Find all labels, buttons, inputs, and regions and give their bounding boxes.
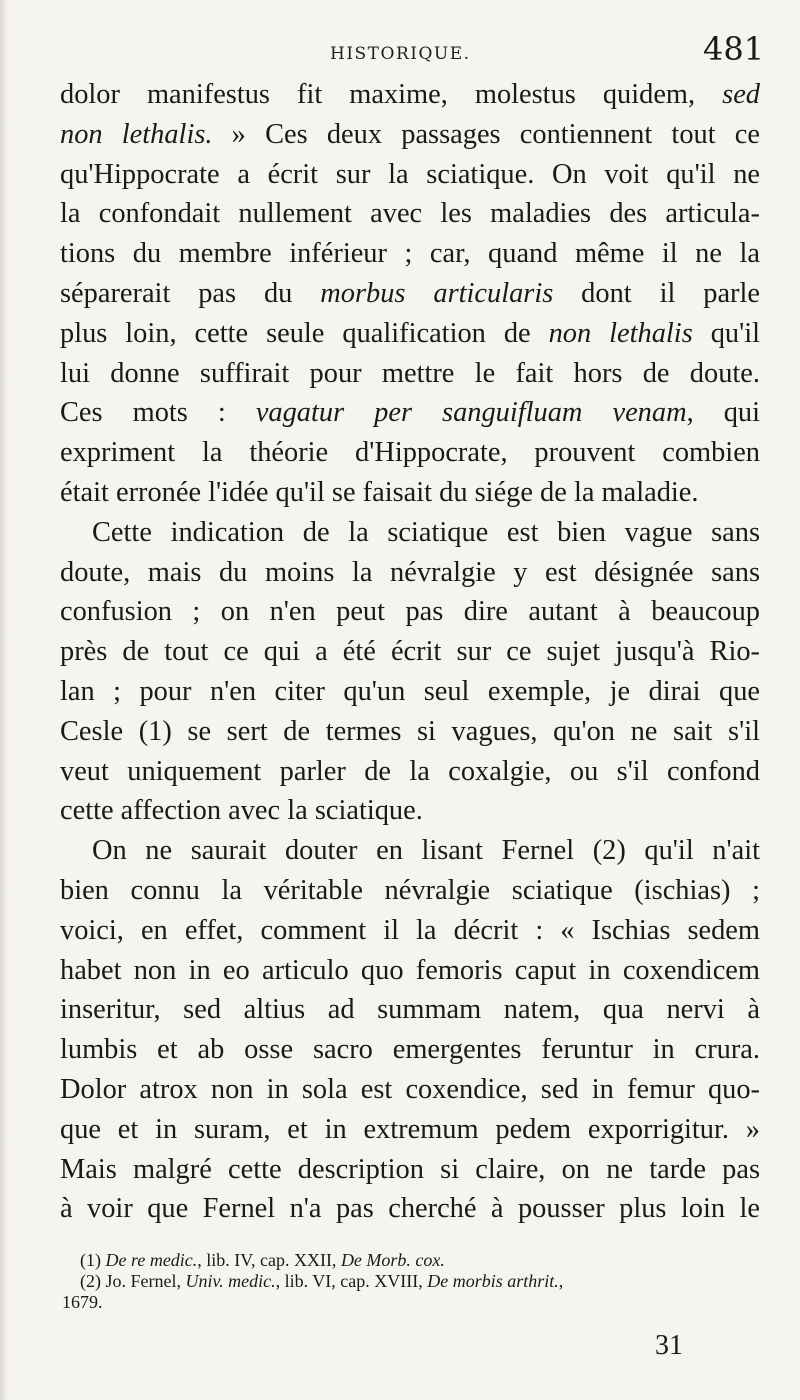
text-line: lumbis et ab osse sacro emergentes feruntur in crura.: [60, 1034, 760, 1066]
text-line: près de tout ce qui a été écrit sur ce sujet jusqu'à Rio-: [60, 636, 760, 668]
text-line: veut uniquement parler de la coxalgie, ou s'il confond: [60, 755, 760, 787]
text-line: bien connu la véritable névralgie sciatique (ischias) ;: [60, 874, 760, 906]
text-line: doute, mais du moins la névralgie y est désignée sans: [60, 556, 760, 588]
text-line: Cette indication de la sciatique est bien vague sans: [92, 516, 760, 548]
signature-mark: 31: [655, 1330, 683, 1361]
text-line: cette affection avec la sciatique.: [60, 795, 423, 827]
footnote-line: (2) Jo. Fernel, Univ. medic., lib. VI, cap. XVIII, De morbis arthrit.,: [80, 1271, 564, 1291]
text-line: qu'Hippocrate a écrit sur la sciatique. On voit qu'il ne: [60, 158, 760, 190]
text-line: lui donne suffirait pour mettre le fait hors de doute.: [60, 357, 760, 389]
footnote-line: 1679.: [62, 1292, 103, 1312]
text-line: On ne saurait douter en lisant Fernel (2) qu'il n'ait: [92, 835, 760, 867]
text-line: voici, en effet, comment il la décrit : « Ischias sedem: [60, 914, 760, 946]
page-number: 481: [703, 30, 765, 68]
text-line: expriment la théorie d'Hippocrate, prouvent combien: [60, 437, 760, 469]
text-line: était erronée l'idée qu'il se faisait du siége de la maladie.: [60, 476, 699, 508]
text-line: lan ; pour n'en citer qu'un seul exemple, je dirai que: [60, 675, 760, 707]
text-line: confusion ; on n'en peut pas dire autant à beaucoup: [60, 596, 760, 628]
text-line: Mais malgré cette description si claire, on ne tarde pas: [60, 1153, 760, 1185]
page-edge-shadow: [0, 0, 8, 1400]
body-text: [60, 75, 760, 1229]
text-line: non lethalis. » Ces deux passages contiennent tout ce: [60, 118, 760, 150]
running-title: HISTORIQUE.: [330, 44, 471, 64]
text-line: plus loin, cette seule qualification de non lethalis qu'il: [60, 317, 760, 349]
text-line: inseritur, sed altius ad summam natem, qua nervi à: [60, 994, 760, 1026]
text-line: habet non in eo articulo quo femoris caput in coxendicem: [60, 954, 760, 986]
text-line: Dolor atrox non in sola est coxendice, sed in femur quo-: [60, 1073, 760, 1105]
text-line: dolor manifestus fit maxime, molestus quidem, sed: [60, 79, 760, 110]
text-line: à voir que Fernel n'a pas cherché à pousser plus loin le: [60, 1193, 760, 1225]
text-line: que et in suram, et in extremum pedem exporrigitur. »: [60, 1113, 760, 1145]
text-line: tions du membre inférieur ; car, quand même il ne la: [60, 238, 760, 270]
text-line: la confondait nullement avec les maladies des articula-: [60, 198, 760, 230]
text-line: Ces mots : vagatur per sanguifluam venam, qui: [60, 397, 760, 429]
footnotes: [62, 1250, 762, 1313]
footnote-line: (1) De re medic., lib. IV, cap. XXII, De Morb. cox.: [80, 1250, 445, 1270]
text-line: séparerait pas du morbus articularis dont il parle: [60, 277, 760, 309]
text-line: Cesle (1) se sert de termes si vagues, qu'on ne sait s'il: [60, 715, 760, 747]
